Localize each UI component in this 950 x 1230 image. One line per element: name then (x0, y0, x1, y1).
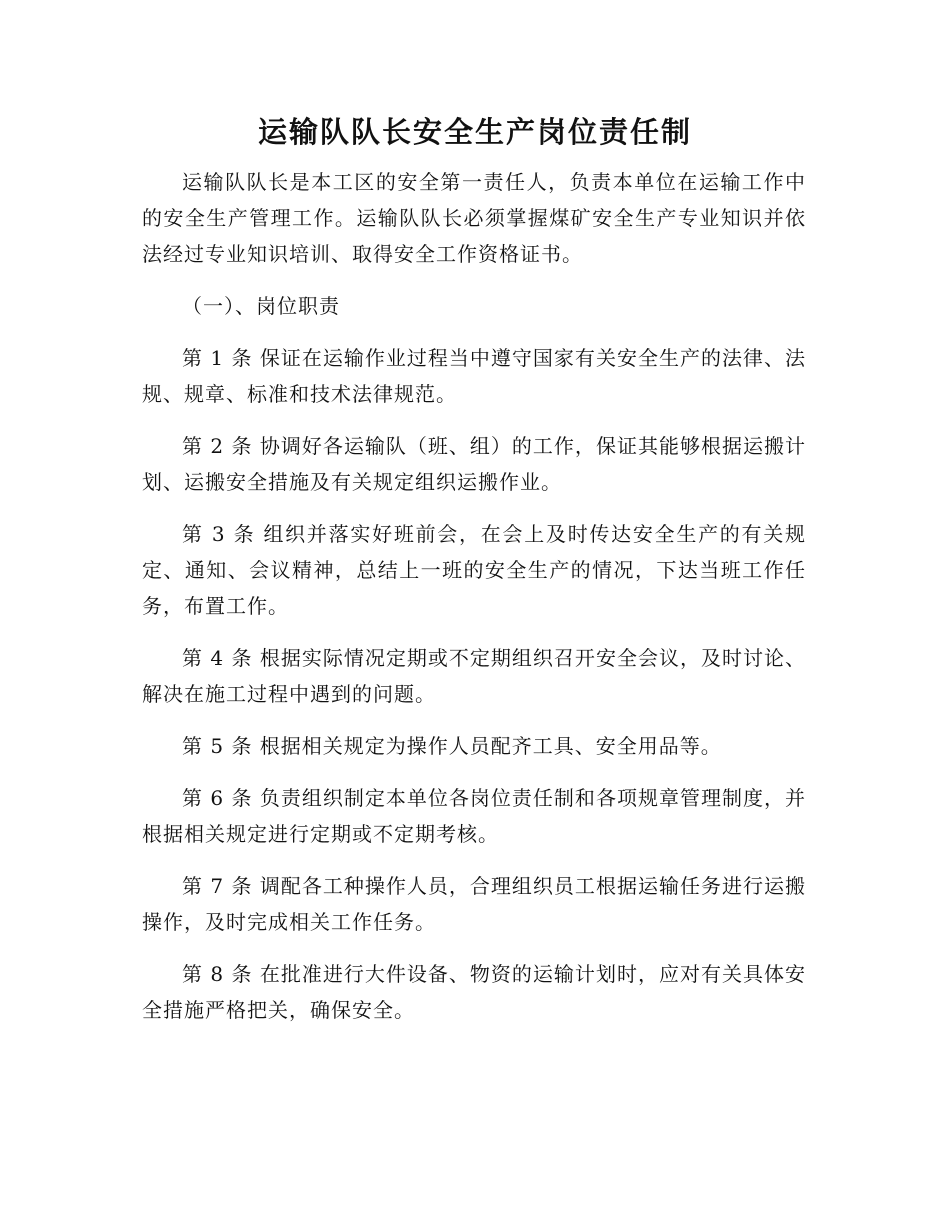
intro-paragraph: 运输队队长是本工区的安全第一责任人，负责本单位在运输工作中的安全生产管理工作。运输队队长必须掌握煤矿安全生产专业知识并依法经过专业知识培训、取得安全工作资格证书。 (142, 170, 806, 266)
document-body (142, 164, 806, 1044)
article-7: 第 7 条 调配各工种操作人员，合理组织员工根据运输任务进行运搬操作，及时完成相关工作任务。 (142, 874, 806, 934)
article-2: 第 2 条 协调好各运输队（班、组）的工作，保证其能够根据运搬计划、运搬安全措施及有关规定组织运搬作业。 (142, 434, 806, 494)
article-4: 第 4 条 根据实际情况定期或不定期组织召开安全会议，及时讨论、解决在施工过程中遇到的问题。 (142, 646, 806, 706)
article-1: 第 1 条 保证在运输作业过程当中遵守国家有关安全生产的法律、法规、规章、标准和技术法律规范。 (142, 346, 806, 406)
document-title: 运输队队长安全生产岗位责任制 (257, 115, 692, 149)
article-6: 第 6 条 负责组织制定本单位各岗位责任制和各项规章管理制度，并根据相关规定进行定期或不定期考核。 (142, 786, 806, 846)
article-5: 第 5 条 根据相关规定为操作人员配齐工具、安全用品等。 (182, 734, 722, 758)
section-heading: （一）、岗位职责 (182, 294, 340, 318)
article-3: 第 3 条 组织并落实好班前会，在会上及时传达安全生产的有关规定、通知、会议精神，总结上一班的安全生产的情况，下达当班工作任务，布置工作。 (142, 522, 806, 618)
article-8: 第 8 条 在批准进行大件设备、物资的运输计划时，应对有关具体安全措施严格把关，确保安全。 (142, 962, 806, 1022)
